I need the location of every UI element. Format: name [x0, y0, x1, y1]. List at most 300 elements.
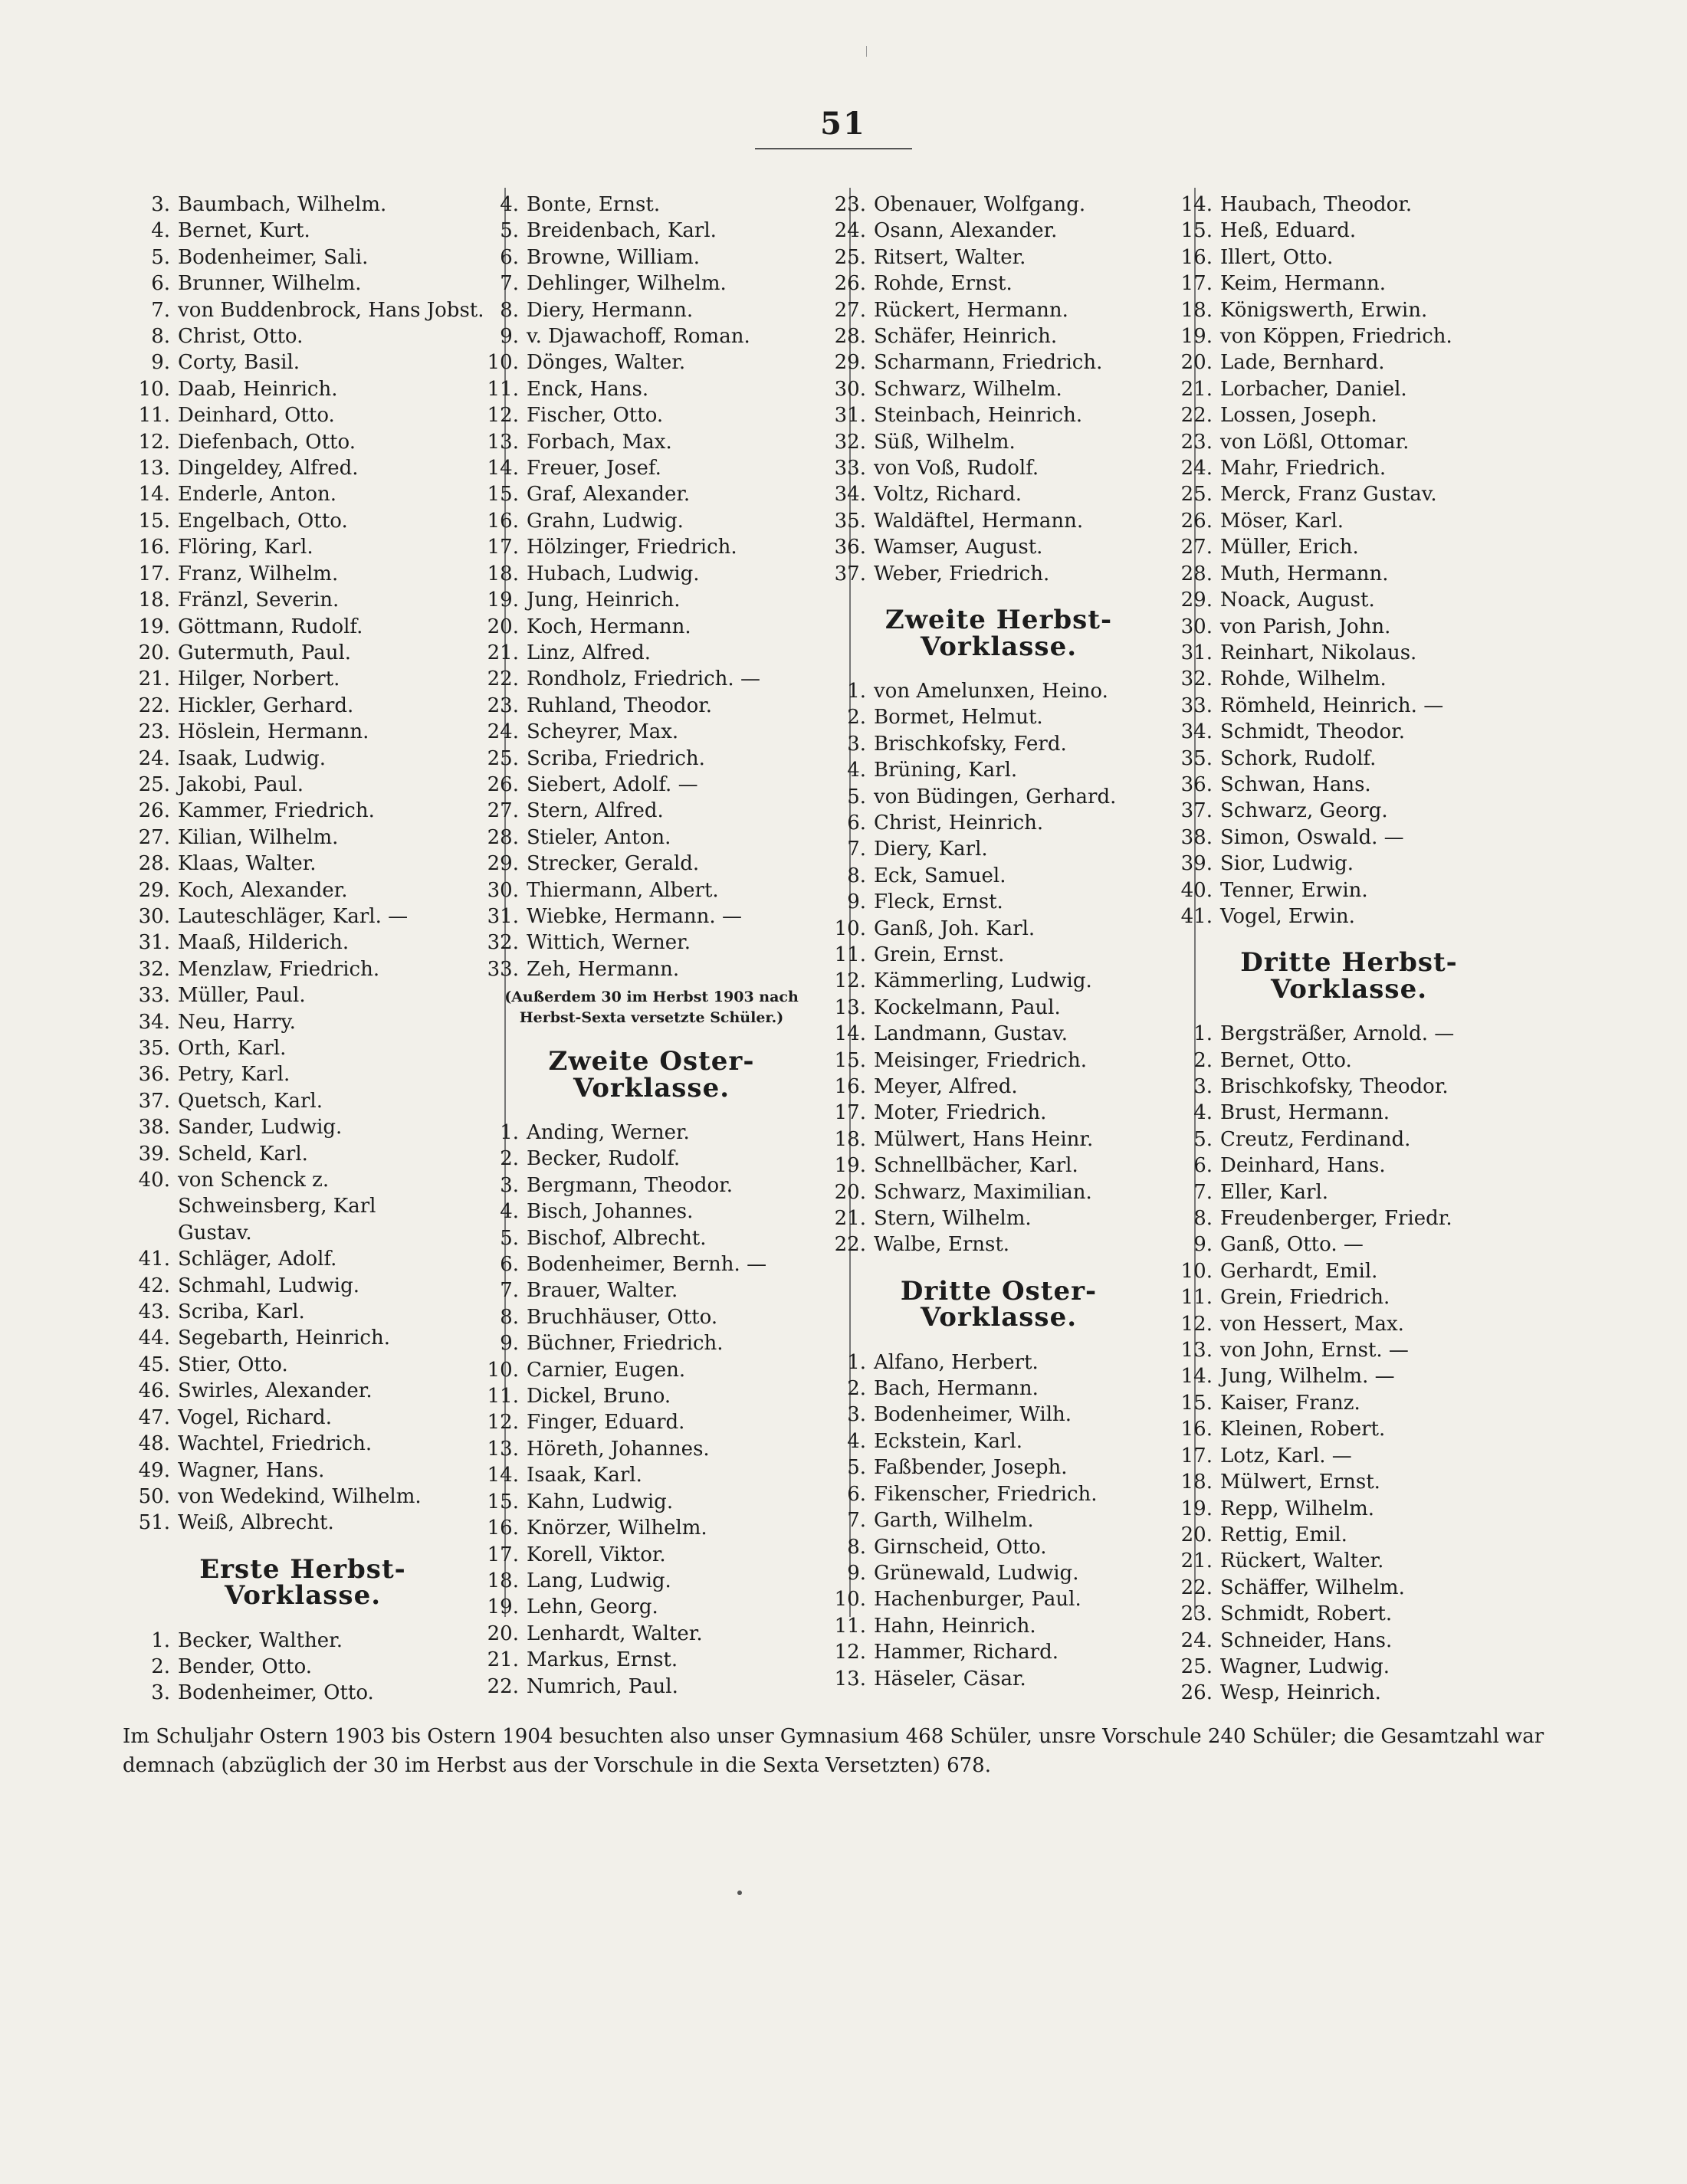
entry-name: Graf, Alexander. — [527, 483, 691, 507]
list-item — [1173, 1231, 1525, 1258]
entry-number: 20. — [1180, 1523, 1213, 1546]
list-item — [1173, 1469, 1525, 1495]
entry-number: 8. — [847, 1535, 866, 1559]
entry-number: 13. — [834, 995, 866, 1019]
entry-name: Bormet, Helmut. — [874, 706, 1043, 730]
entry-number: 29. — [834, 351, 866, 375]
entry-name: Haubach, Theodor. — [1220, 193, 1413, 216]
list-item — [479, 402, 824, 428]
entry-number: 22. — [834, 1233, 866, 1257]
list-item — [479, 244, 824, 271]
entry-name: Schnellbächer, Karl. — [874, 1154, 1078, 1178]
entry-name: Bodenheimer, Bernh. — — [527, 1253, 767, 1277]
entry-name: Dönges, Walter. — [527, 351, 686, 375]
list-item — [1173, 1363, 1525, 1389]
entry-number: 26. — [138, 799, 170, 823]
entry-number: 12. — [834, 969, 866, 993]
list-item — [826, 1349, 1171, 1376]
entry-number: 22. — [138, 694, 170, 717]
entry-name: Göttmann, Rudolf. — [178, 615, 363, 638]
entry-number: 9. — [151, 351, 170, 375]
entry-name: Weber, Friedrich. — [874, 562, 1050, 585]
entry-number: 15. — [834, 1048, 866, 1072]
list-item — [1173, 772, 1525, 798]
entry-name: Wittich, Werner. — [527, 931, 691, 955]
entry-number: 21. — [138, 667, 170, 691]
summary-paragraph: Im Schuljahr Ostern 1903 bis Ostern 1904 besuchten also unser Gymnasium 468 Schüler, unsre Vorschule 240 Schüler; die Gesamtzahl war demnach (abzüglich der 30 im Herbst aus der Vorschule in die Sexta Versetzten) 678. — [123, 1725, 1544, 1777]
entry-number: 22. — [487, 667, 519, 691]
entry-number: 3. — [151, 1681, 170, 1705]
entry-number: 17. — [487, 536, 519, 559]
entry-name: Bisch, Johannes. — [527, 1200, 694, 1224]
entry-name: Deinhard, Otto. — [178, 404, 335, 428]
list-item — [130, 218, 475, 244]
entry-name: Wiebke, Hermann. — — [527, 904, 742, 928]
entry-name: Bruchhäuser, Otto. — [527, 1305, 718, 1329]
list-item — [130, 982, 475, 1008]
entry-name: Bodenheimer, Wilh. — [874, 1403, 1072, 1427]
list-item — [1173, 1258, 1525, 1284]
entry-number: 10. — [1180, 1259, 1213, 1283]
list-item — [130, 1378, 475, 1404]
entry-number: 37. — [1180, 799, 1213, 823]
list-item — [826, 349, 1171, 375]
entry-number: 12. — [487, 404, 519, 428]
list-item — [826, 1205, 1171, 1231]
entry-number: 27. — [834, 298, 866, 322]
list-item — [826, 1639, 1171, 1665]
entry-number: 8. — [500, 298, 519, 322]
entry-number: 2. — [1193, 1048, 1213, 1072]
entry-number: 21. — [487, 641, 519, 664]
list-item — [479, 455, 824, 481]
entry-number: 21. — [1180, 1549, 1213, 1573]
entry-name: Diery, Hermann. — [527, 298, 694, 322]
entry-number: 17. — [1180, 272, 1213, 296]
entry-number: 8. — [1193, 1207, 1213, 1231]
entry-name: Jakobi, Paul. — [178, 772, 304, 796]
list-item — [479, 1436, 824, 1462]
entry-number: 36. — [834, 536, 866, 559]
entry-number: 19. — [487, 1595, 519, 1619]
list-item — [130, 903, 475, 930]
entry-name: Faßbender, Joseph. — [874, 1456, 1068, 1480]
section-heading: Zweite Herbst-Vorklasse. — [885, 605, 1113, 662]
entry-number: 41. — [1180, 904, 1213, 928]
list-item — [479, 429, 824, 455]
entry-name: Isaak, Ludwig. — [178, 746, 327, 770]
entry-number: 3. — [500, 1173, 519, 1197]
entry-number: 44. — [138, 1326, 170, 1350]
entry-name: von Schenck z. Schweinsberg, Karl Gustav. — [178, 1169, 376, 1244]
entry-number: 13. — [1180, 1339, 1213, 1363]
entry-number: 18. — [138, 589, 170, 612]
entry-number: 49. — [138, 1458, 170, 1482]
entry-number: 26. — [1180, 1681, 1213, 1705]
entry-number: 18. — [487, 1569, 519, 1592]
entry-name: von Amelunxen, Heino. — [874, 679, 1108, 703]
entry-name: Stier, Otto. — [178, 1353, 288, 1376]
entry-number: 41. — [138, 1248, 170, 1271]
entry-name: Lehn, Georg. — [527, 1595, 658, 1619]
entry-number: 35. — [1180, 746, 1213, 770]
list-item — [130, 1246, 475, 1272]
list-item — [826, 1666, 1171, 1692]
entry-number: 37. — [834, 562, 866, 585]
list-item — [1173, 640, 1525, 666]
entry-number: 5. — [151, 245, 170, 269]
list-item — [479, 1277, 824, 1304]
entry-number: 10. — [138, 377, 170, 401]
list-item — [479, 666, 824, 692]
list-item — [479, 376, 824, 402]
entry-number: 50. — [138, 1484, 170, 1508]
entry-number: 14. — [487, 457, 519, 480]
entry-number: 21. — [834, 1207, 866, 1231]
entry-name: Steinbach, Heinrich. — [874, 404, 1083, 428]
entry-name: Osann, Alexander. — [874, 219, 1058, 243]
entry-name: Fränzl, Severin. — [178, 589, 340, 612]
entry-name: Moter, Friedrich. — [874, 1101, 1047, 1125]
entry-name: Baumbach, Wilhelm. — [178, 193, 387, 216]
list-item — [826, 704, 1171, 730]
entry-number: 2. — [151, 1654, 170, 1678]
list-item — [826, 810, 1171, 836]
list-item — [826, 1454, 1171, 1481]
entry-name: von Voß, Rudolf. — [874, 457, 1039, 480]
entry-number: 17. — [834, 1101, 866, 1125]
list-item — [130, 1431, 475, 1457]
entry-name: Lorbacher, Daniel. — [1220, 377, 1407, 401]
column-1 — [130, 192, 484, 1707]
entry-number: 15. — [1180, 219, 1213, 243]
entry-number: 23. — [1180, 1602, 1213, 1626]
entry-name: Kämmerling, Ludwig. — [874, 969, 1092, 993]
entry-number: 6. — [847, 1482, 866, 1506]
list-item — [130, 1510, 475, 1536]
entry-number: 6. — [847, 811, 866, 835]
entry-name: Ritsert, Walter. — [874, 245, 1026, 269]
list-item — [479, 534, 824, 560]
entry-name: Neu, Harry. — [178, 1010, 296, 1034]
entry-name: Eller, Karl. — [1220, 1180, 1329, 1204]
list-item — [826, 731, 1171, 757]
entry-name: Creutz, Ferdinand. — [1220, 1127, 1411, 1151]
list-item — [479, 1199, 824, 1225]
entry-number: 3. — [847, 732, 866, 756]
entry-name: Brunner, Wilhelm. — [178, 272, 362, 296]
entry-number: 48. — [138, 1432, 170, 1456]
entry-number: 32. — [138, 957, 170, 981]
list-item — [479, 1304, 824, 1330]
entry-number: 39. — [138, 1142, 170, 1166]
entry-number: 12. — [834, 1641, 866, 1664]
entry-number: 34. — [138, 1010, 170, 1034]
list-item — [130, 1654, 475, 1680]
list-item — [1173, 1100, 1525, 1126]
list-item — [479, 1383, 824, 1409]
entry-number: 29. — [138, 878, 170, 902]
entry-name: Landmann, Gustav. — [874, 1022, 1068, 1046]
list-item — [1173, 1416, 1525, 1442]
list-item — [826, 1428, 1171, 1454]
list-item — [479, 772, 824, 798]
list-item — [479, 271, 824, 297]
entry-name: Schwan, Hans. — [1220, 772, 1371, 796]
list-item — [479, 956, 824, 982]
list-item — [1173, 297, 1525, 323]
entry-number: 27. — [138, 825, 170, 849]
list-item — [130, 1325, 475, 1351]
list-item — [130, 1352, 475, 1378]
list-item — [130, 244, 475, 271]
list-item — [130, 877, 475, 903]
list-item — [826, 836, 1171, 862]
list-item — [130, 561, 475, 587]
list-item — [826, 244, 1171, 271]
list-item — [1173, 1126, 1525, 1153]
list-item — [479, 1330, 824, 1356]
entry-name: von Büdingen, Gerhard. — [874, 785, 1117, 808]
entry-number: 10. — [834, 1588, 866, 1612]
list-item — [479, 798, 824, 824]
entry-name: Anding, Werner. — [527, 1121, 690, 1144]
entry-number: 19. — [138, 615, 170, 638]
entry-number: 11. — [834, 943, 866, 966]
list-item — [479, 1146, 824, 1172]
list-item — [130, 349, 475, 375]
entry-number: 13. — [834, 1667, 866, 1690]
entry-name: Brust, Hermann. — [1220, 1101, 1390, 1125]
entry-number: 38. — [1180, 825, 1213, 849]
entry-number: 25. — [834, 245, 866, 269]
list-item — [826, 323, 1171, 349]
list-item — [130, 640, 475, 666]
list-item — [130, 376, 475, 402]
entry-name: Knörzer, Wilhelm. — [527, 1517, 707, 1540]
entry-number: 20. — [1180, 351, 1213, 375]
list-item — [479, 640, 824, 666]
list-item — [826, 561, 1171, 587]
list-item — [1173, 1601, 1525, 1627]
entry-name: Müller, Paul. — [178, 984, 306, 1008]
entry-number: 11. — [487, 377, 519, 401]
entry-name: von Hessert, Max. — [1220, 1312, 1404, 1336]
list-item — [826, 297, 1171, 323]
entry-name: Schmidt, Robert. — [1220, 1602, 1393, 1626]
entry-name: Scheld, Karl. — [178, 1142, 308, 1166]
entry-name: Stieler, Anton. — [527, 825, 671, 849]
list-item — [826, 1126, 1171, 1153]
entry-name: Breidenbach, Karl. — [527, 219, 717, 243]
list-item — [1173, 693, 1525, 719]
list-item — [1173, 1548, 1525, 1574]
entry-name: Reinhart, Nikolaus. — [1220, 641, 1417, 664]
entry-number: 32. — [834, 430, 866, 454]
entry-number: 2. — [500, 1147, 519, 1171]
list-item — [130, 666, 475, 692]
list-item — [1173, 244, 1525, 271]
entry-number: 19. — [487, 589, 519, 612]
entry-number: 4. — [847, 759, 866, 782]
list-item — [130, 1167, 475, 1246]
list-item — [130, 481, 475, 507]
entry-number: 24. — [1180, 1628, 1213, 1652]
list-item — [130, 1628, 475, 1654]
entry-number: 1. — [500, 1121, 519, 1144]
entry-number: 45. — [138, 1353, 170, 1376]
entry-name: Grünewald, Ludwig. — [874, 1561, 1079, 1585]
list-item — [130, 1141, 475, 1167]
list-item — [479, 1568, 824, 1594]
entry-name: Christ, Otto. — [178, 325, 304, 349]
entry-name: Simon, Oswald. — — [1220, 825, 1404, 849]
list-item — [479, 1594, 824, 1620]
list-item — [130, 1273, 475, 1299]
list-item — [130, 1009, 475, 1035]
entry-number: 6. — [500, 1253, 519, 1277]
list-item — [479, 1489, 824, 1515]
list-item — [1173, 1153, 1525, 1179]
list-item — [826, 376, 1171, 402]
entry-name: Fikenscher, Friedrich. — [874, 1482, 1098, 1506]
page-edge-top — [866, 46, 867, 57]
entry-name: Orth, Karl. — [178, 1037, 287, 1060]
entry-name: Siebert, Adolf. — — [527, 772, 698, 796]
entry-name: Ruhland, Theodor. — [527, 694, 713, 717]
list-item — [826, 271, 1171, 297]
entry-name: Brüning, Karl. — [874, 759, 1018, 782]
list-item — [1173, 429, 1525, 455]
entry-number: 14. — [1180, 1365, 1213, 1389]
entry-name: Kleinen, Robert. — [1220, 1418, 1386, 1441]
entry-name: Grein, Friedrich. — [1220, 1286, 1390, 1310]
list-item — [826, 1507, 1171, 1533]
entry-name: Meisinger, Friedrich. — [874, 1048, 1087, 1072]
list-item — [1173, 1205, 1525, 1231]
entry-number: 39. — [1180, 852, 1213, 876]
list-item — [1173, 1443, 1525, 1469]
entry-number: 43. — [138, 1300, 170, 1324]
entry-number: 5. — [500, 219, 519, 243]
entry-name: Numrich, Paul. — [527, 1674, 678, 1698]
list-item — [1173, 798, 1525, 824]
page-number: 51 — [820, 106, 866, 142]
entry-number: 12. — [138, 430, 170, 454]
list-item — [479, 192, 824, 218]
entry-number: 29. — [1180, 589, 1213, 612]
entry-number: 9. — [847, 1561, 866, 1585]
entry-number: 28. — [1180, 562, 1213, 585]
entry-number: 6. — [500, 245, 519, 269]
entry-number: 3. — [847, 1403, 866, 1427]
entry-name: Linz, Alfred. — [527, 641, 651, 664]
entry-name: Kahn, Ludwig. — [527, 1490, 674, 1513]
list-item — [826, 402, 1171, 428]
entry-name: Bonte, Ernst. — [527, 193, 661, 216]
list-item — [479, 297, 824, 323]
entry-name: Süß, Wilhelm. — [874, 430, 1016, 454]
entry-name: Schwarz, Maximilian. — [874, 1180, 1092, 1204]
list-item — [1173, 1680, 1525, 1706]
list-item — [1173, 218, 1525, 244]
entry-number: 11. — [834, 1614, 866, 1638]
entry-number: 23. — [834, 193, 866, 216]
entry-name: Brischkofsky, Theodor. — [1220, 1075, 1449, 1098]
entry-name: von Köppen, Friedrich. — [1220, 325, 1452, 349]
entry-name: Koch, Hermann. — [527, 615, 691, 638]
entry-name: Carnier, Eugen. — [527, 1358, 686, 1382]
entry-name: Kaiser, Franz. — [1220, 1391, 1360, 1415]
entry-number: 23. — [1180, 430, 1213, 454]
entry-number: 36. — [1180, 772, 1213, 796]
entry-name: Schwarz, Georg. — [1220, 799, 1388, 823]
entry-name: Mülwert, Ernst. — [1220, 1471, 1380, 1494]
entry-number: 27. — [1180, 536, 1213, 559]
list-item — [826, 863, 1171, 889]
entry-name: Bernet, Otto. — [1220, 1048, 1352, 1072]
entry-number: 30. — [834, 377, 866, 401]
entry-number: 40. — [1180, 878, 1213, 902]
section-heading: Dritte Oster-Vorklasse. — [900, 1275, 1098, 1333]
entry-name: Enck, Hans. — [527, 377, 649, 401]
list-item — [479, 930, 824, 956]
entry-number: 1. — [1193, 1022, 1213, 1046]
entry-number: 8. — [847, 864, 866, 887]
list-item — [479, 218, 824, 244]
entry-number: 2. — [847, 1377, 866, 1401]
entry-number: 6. — [1193, 1154, 1213, 1178]
list-item — [479, 1225, 824, 1251]
entry-name: von Lößl, Ottomar. — [1220, 430, 1410, 454]
entry-number: 33. — [138, 984, 170, 1008]
entry-name: Sander, Ludwig. — [178, 1116, 343, 1140]
entry-name: Gutermuth, Paul. — [178, 641, 352, 664]
entry-number: 17. — [487, 1543, 519, 1566]
list-item — [1173, 455, 1525, 481]
list-item — [826, 784, 1171, 810]
list-item — [1173, 1496, 1525, 1522]
entry-name: Höreth, Johannes. — [527, 1437, 710, 1461]
entry-name: Bodenheimer, Sali. — [178, 245, 369, 269]
entry-number: 1. — [151, 1628, 170, 1652]
entry-name: Eckstein, Karl. — [874, 1429, 1022, 1453]
entry-name: Stern, Wilhelm. — [874, 1207, 1032, 1231]
entry-number: 51. — [138, 1511, 170, 1535]
list-item — [1173, 587, 1525, 613]
list-item — [826, 995, 1171, 1021]
entry-number: 37. — [138, 1089, 170, 1113]
entry-name: Rondholz, Friedrich. — — [527, 667, 760, 691]
list-item — [826, 508, 1171, 534]
entry-number: 7. — [500, 1279, 519, 1303]
entry-name: Waldäftel, Hermann. — [874, 509, 1084, 533]
entry-number: 23. — [138, 720, 170, 744]
entry-name: Flöring, Karl. — [178, 536, 313, 559]
entry-number: 17. — [1180, 1444, 1213, 1467]
list-item — [1173, 402, 1525, 428]
entry-name: Korell, Viktor. — [527, 1543, 666, 1566]
entry-name: Segebarth, Heinrich. — [178, 1326, 390, 1350]
entry-number: 30. — [138, 904, 170, 928]
list-item — [1173, 323, 1525, 349]
entry-number: 20. — [487, 615, 519, 638]
entry-number: 14. — [487, 1464, 519, 1487]
entry-name: Schmahl, Ludwig. — [178, 1274, 359, 1297]
entry-number: 26. — [1180, 509, 1213, 533]
entry-number: 28. — [487, 825, 519, 849]
entry-name: Becker, Rudolf. — [527, 1147, 681, 1171]
